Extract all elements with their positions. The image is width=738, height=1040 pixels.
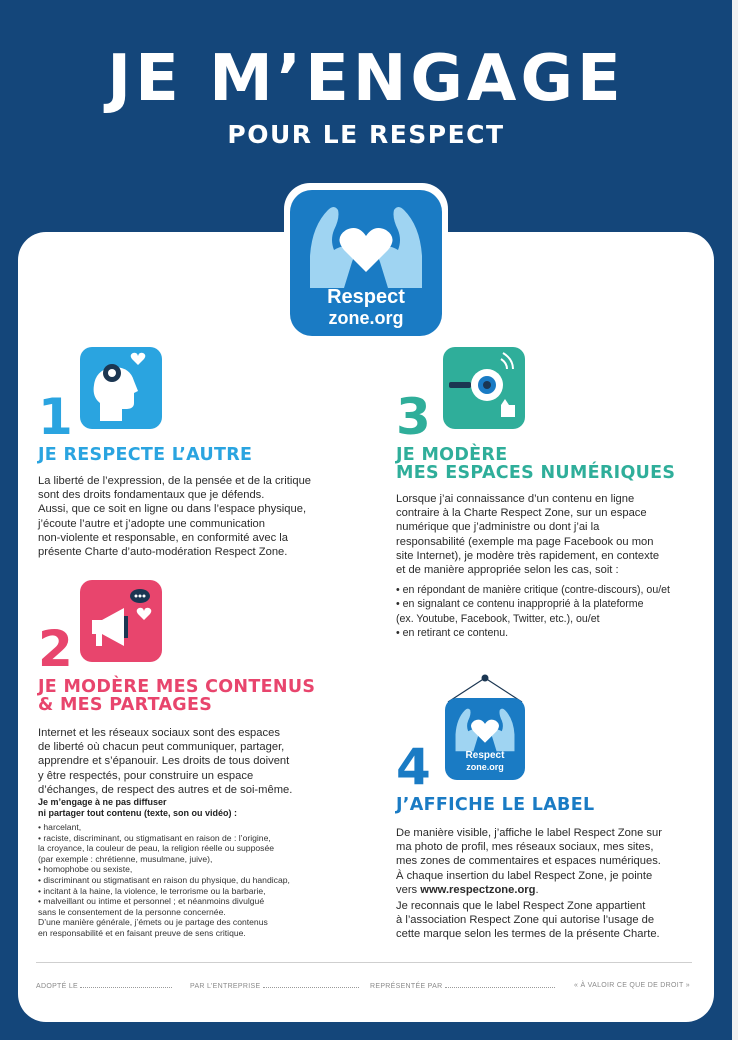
logo-text-zone: zone.org — [328, 308, 404, 328]
section-4-text-2: Je reconnais que le label Respect Zone appartient à l’association Respect Zone qui autorise l’usage de cette marque selon les termes de la présente Charte. — [396, 900, 660, 941]
section-2-heading: JE MODÈRE MES CONTENUS & MES PARTAGES — [38, 677, 316, 715]
logo-text-respect: Respect — [327, 286, 405, 308]
section-3-bullets: • en répondant de manière critique (contre-discours), ou/et • en signalant ce contenu inapproprié à la plateforme (ex. Youtube, Facebook, Twitter, etc.), ou/et • en retirant ce contenu. — [396, 584, 670, 640]
section-4-icon-box — [445, 698, 525, 780]
section-2-commitment: Je m’engage à ne pas diffuser ni partager tout contenu (texte, son ou vidéo) : — [38, 797, 238, 818]
page-edge — [732, 0, 738, 1040]
section-1-icon-box — [80, 347, 162, 429]
section-1-heading: JE RESPECTE L’AUTRE — [38, 445, 253, 465]
label-text-respect: Respect — [465, 750, 505, 761]
signature-represented: REPRÉSENTÉE PAR — [370, 982, 555, 990]
megaphone-icon — [80, 580, 162, 662]
magnifier-eye-icon — [443, 347, 525, 429]
sub-title: POUR LE RESPECT — [227, 120, 505, 149]
section-2-number: 2 — [38, 620, 73, 678]
section-4-number: 4 — [396, 738, 431, 796]
hanging-label-icon — [445, 702, 525, 752]
section-3-heading: JE MODÈRE MES ESPACES NUMÉRIQUES — [396, 445, 676, 483]
heart-hands-icon — [290, 196, 442, 288]
section-1-number: 1 — [38, 388, 73, 446]
section-3-number: 3 — [396, 388, 431, 446]
respect-zone-logo — [290, 190, 442, 336]
section-2-text: Internet et les réseaux sociaux sont des espaces de liberté où chacun peut communiquer, partager, apprendre et s’épanouir. Les droits de tous doivent y être respectés, pour construire un espace d’échanges, de respect des autres et de soi-même. — [38, 727, 293, 796]
section-4-text: De manière visible, j’affiche le label Respect Zone sur ma photo de profil, mes réseaux sociaux, mes sites, mes zones de commentaires et espaces numériques. À chaque insertion du label Respect Zone, je pointe vers www.respectzone.org. — [396, 827, 662, 896]
section-3-icon-box — [443, 347, 525, 429]
main-title: JE M’ENGAGE — [107, 42, 625, 116]
section-3-text: Lorsque j’ai connaissance d’un contenu en ligne contraire à la Charte Respect Zone, sur un espace numérique que j’administre ou dont j’ai la responsabilité (exemple ma page Facebook ou mon site Internet), je modère très rapidement, en contexte et de manière appropriée selon les cas, soit : — [396, 493, 660, 577]
signature-separator — [36, 962, 692, 963]
signature-company: PAR L’ENTREPRISE — [190, 982, 359, 990]
head-gears-heart-icon — [80, 347, 162, 429]
signature-valoir: « À VALOIR CE QUE DE DROIT » — [574, 982, 690, 989]
label-text-zone: zone.org — [466, 762, 504, 772]
section-2-list: • harcelant, • raciste, discriminant, ou stigmatisant en raison de : l’origine, la croyance, la couleur de peau, la religion réelle ou supposée (par exemple : chrétienne, musulmane, juive), • homophobe ou sexiste, • discriminant ou stigmatisant en raison du physique, du handicap, • incitant à la haine, la violence, le terrorisme ou la barbarie, • malveillant ou intime et personnel ; et néanmoins divulgué sans le consentement de la personne concernée. D’une manière générale, j’émets ou je partage des contenus en responsabilité et en faisant preuve de sens critique. — [38, 822, 290, 938]
section-1-text: La liberté de l’expression, de la pensée et de la critique sont des droits fondamentaux que je défends. Aussi, que ce soit en ligne ou dans l’espace physique, j’écoute l’autre et j’adopte une communication non-violente et responsable, en conformité avec la présente Charte d’auto-modération Respect Zone. — [38, 475, 312, 559]
section-2-icon-box — [80, 580, 162, 662]
respect-zone-link[interactable]: www.respectzone.org — [420, 883, 536, 896]
signature-adopted: ADOPTÉ LE — [36, 982, 172, 990]
section-4-heading: J’AFFICHE LE LABEL — [396, 795, 595, 815]
